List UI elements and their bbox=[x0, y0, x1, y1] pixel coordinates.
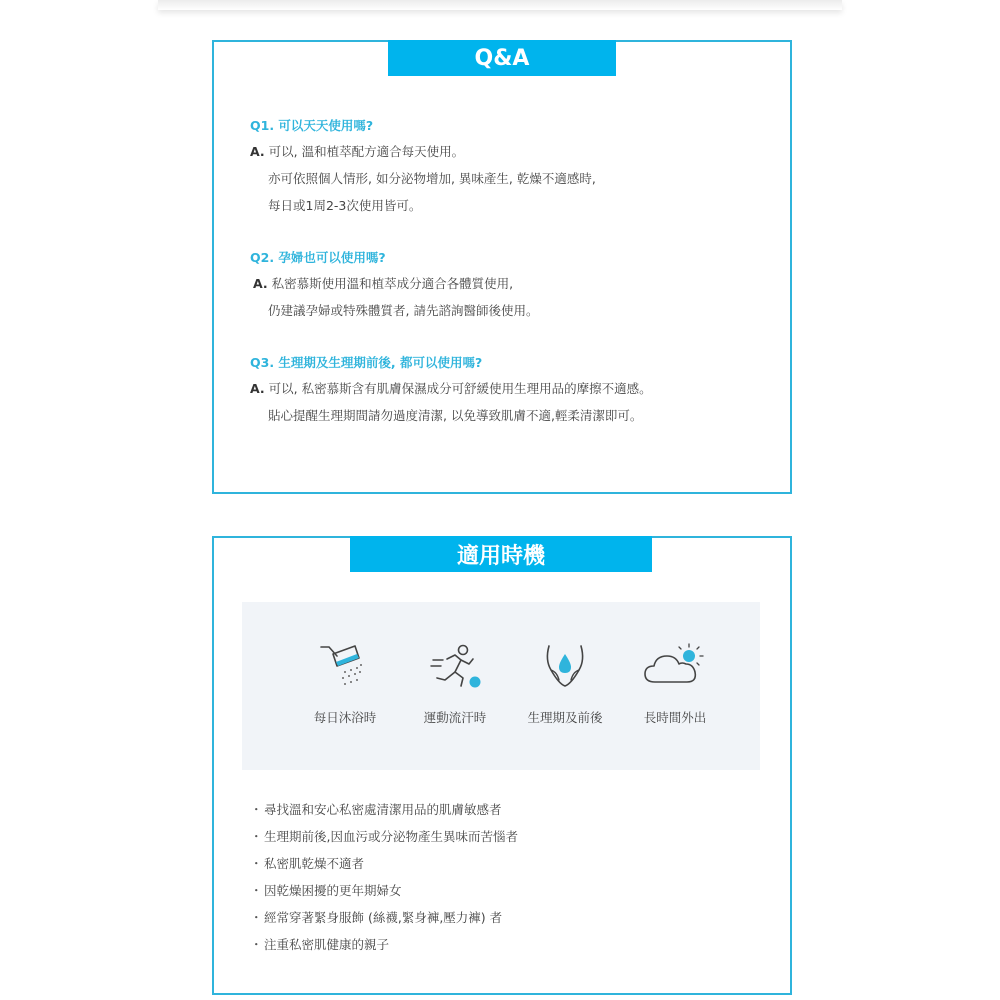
target-user-list bbox=[250, 800, 518, 962]
usage-icons-panel bbox=[242, 602, 760, 770]
answer-mark: A. bbox=[250, 381, 265, 396]
list-item: ・尋找溫和安心私密處清潔用品的肌膚敏感者 bbox=[250, 800, 518, 827]
bullet-dot: ・ bbox=[250, 802, 263, 817]
list-item: ・經常穿著緊身服飾 (絲襪,緊身褲,壓力褲) 者 bbox=[250, 908, 518, 935]
top-divider-shadow bbox=[158, 0, 842, 10]
timing-section bbox=[212, 536, 792, 995]
timing-title: 適用時機 bbox=[350, 536, 652, 572]
list-item: ・私密肌乾燥不適者 bbox=[250, 854, 518, 881]
usage-label-running: 運動流汗時 bbox=[423, 710, 487, 725]
usage-label-outdoor: 長時間外出 bbox=[643, 710, 707, 725]
question-3: Q3. 生理期及生理期前後, 都可以使用嗎? bbox=[250, 355, 483, 370]
cloud-sun-icon bbox=[641, 642, 709, 690]
qa-title: Q&A bbox=[388, 40, 616, 76]
question-1: Q1. 可以天天使用嗎? bbox=[250, 118, 374, 133]
answer-3-line-1: A. 可以, 私密慕斯含有肌膚保濕成分可舒緩使用生理用品的摩擦不適感。 bbox=[250, 381, 652, 396]
bullet-dot: ・ bbox=[250, 829, 263, 844]
answer-1-line-3: 每日或1周2-3次使用皆可。 bbox=[268, 198, 422, 213]
usage-label-shower: 每日沐浴時 bbox=[313, 710, 377, 725]
answer-1-line-2: 亦可依照個人情形, 如分泌物增加, 異味產生, 乾燥不適感時, bbox=[268, 171, 596, 186]
usage-item-menstrual bbox=[510, 642, 620, 726]
bullet-dot: ・ bbox=[250, 856, 263, 871]
question-2: Q2. 孕婦也可以使用嗎? bbox=[250, 250, 386, 265]
qa-section bbox=[212, 40, 792, 494]
usage-label-menstrual: 生理期及前後 bbox=[527, 710, 603, 725]
usage-item-shower bbox=[290, 642, 400, 726]
answer-3-line-2: 貼心提醒生理期間請勿過度清潔, 以免導致肌膚不適,輕柔清潔即可。 bbox=[268, 408, 643, 423]
list-item: ・因乾燥困擾的更年期婦女 bbox=[250, 881, 518, 908]
answer-mark: A. bbox=[253, 276, 268, 291]
usage-item-outdoor bbox=[620, 642, 730, 726]
menstrual-drop-icon bbox=[535, 642, 595, 690]
shower-icon bbox=[315, 642, 375, 690]
usage-item-running bbox=[400, 642, 510, 726]
list-item: ・注重私密肌健康的親子 bbox=[250, 935, 518, 962]
running-icon bbox=[425, 642, 485, 690]
list-item: ・生理期前後,因血污或分泌物產生異味而苦惱者 bbox=[250, 827, 518, 854]
bullet-dot: ・ bbox=[250, 883, 263, 898]
bullet-dot: ・ bbox=[250, 937, 263, 952]
answer-mark: A. bbox=[250, 144, 265, 159]
answer-1-line-1: A. 可以, 溫和植萃配方適合每天使用。 bbox=[250, 144, 465, 159]
bullet-dot: ・ bbox=[250, 910, 263, 925]
answer-2-line-2: 仍建議孕婦或特殊體質者, 請先諮詢醫師後使用。 bbox=[268, 303, 539, 318]
answer-2-line-1: A. 私密慕斯使用溫和植萃成分適合各體質使用, bbox=[253, 276, 514, 291]
